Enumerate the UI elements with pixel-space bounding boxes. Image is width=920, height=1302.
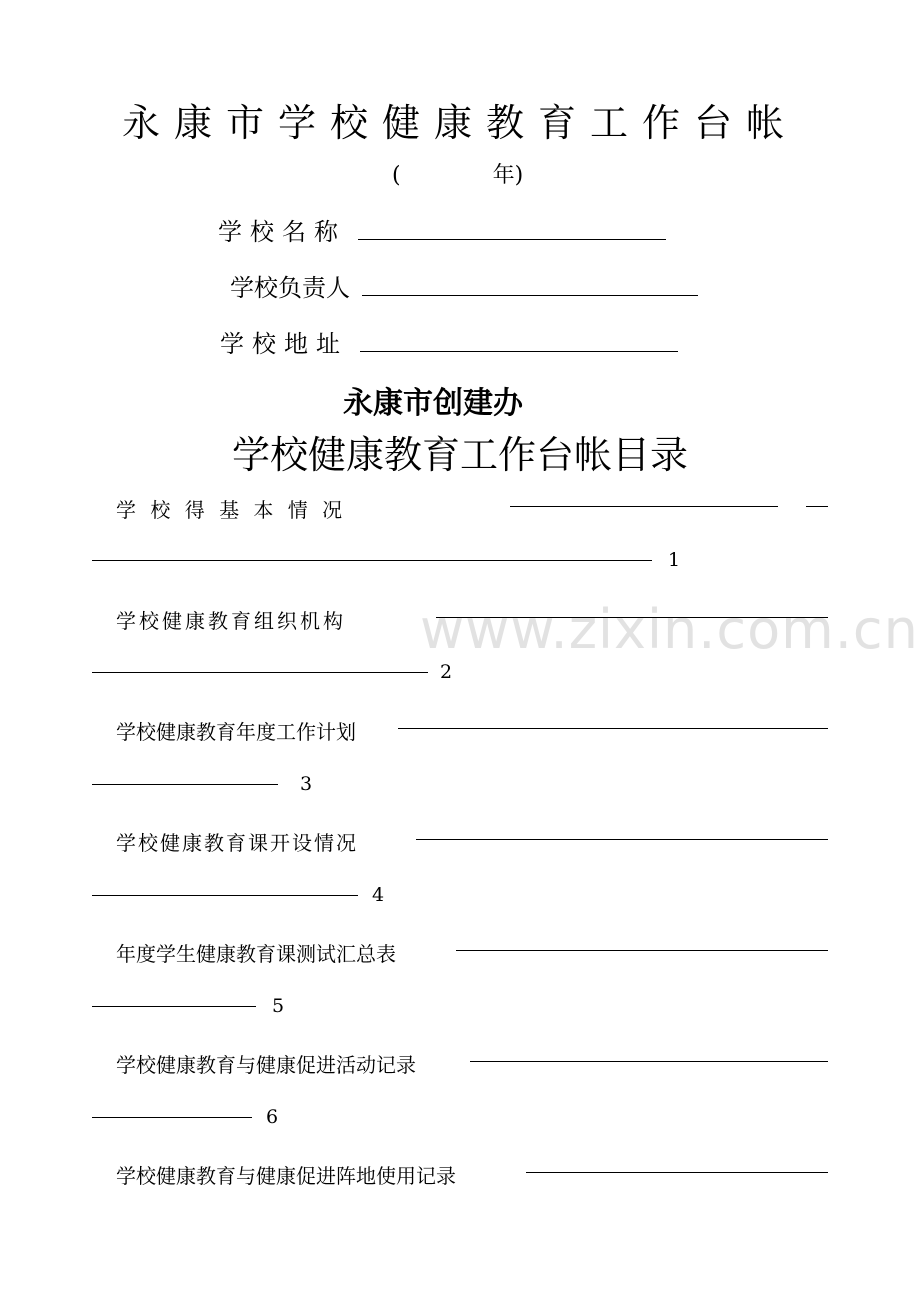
school-name-label: 学校名称 — [218, 218, 346, 246]
toc-leader — [92, 1006, 256, 1007]
toc-entry-label: 学校健康教育组织机构 — [116, 609, 346, 633]
toc-entry-label: 学校健康教育与健康促进活动记录 — [116, 1053, 416, 1077]
issuer: 永康市创建办 — [343, 386, 523, 421]
watermark: www.zixin.com.cn — [420, 598, 919, 661]
toc-entry-label: 学 校 得 基 本 情 况 — [116, 498, 347, 522]
school-head-label: 学校负责人 — [230, 274, 350, 302]
school-address-label: 学校地址 — [220, 330, 348, 358]
toc-leader — [92, 1117, 252, 1118]
toc-leader — [510, 506, 778, 507]
toc-page-number: 2 — [440, 661, 453, 683]
toc-leader — [806, 506, 828, 507]
toc-leader — [416, 839, 828, 840]
school-head-blank — [362, 291, 698, 296]
toc-title: 学校健康教育工作台帐目录 — [231, 433, 688, 477]
toc-page-number: 1 — [668, 549, 681, 571]
toc-entry-label: 学校健康教育与健康促进阵地使用记录 — [116, 1164, 456, 1188]
toc-entry-label: 学校健康教育年度工作计划 — [116, 720, 356, 744]
school-address-blank — [360, 347, 678, 352]
school-address-field — [220, 324, 678, 359]
year-open-paren: ( — [392, 163, 401, 188]
year-line — [392, 158, 523, 189]
school-name-field — [218, 212, 666, 247]
toc-leader — [526, 1172, 828, 1173]
school-name-blank — [358, 235, 666, 240]
toc-page-number: 3 — [300, 773, 313, 795]
document-title: 永康市学校健康教育工作台帐 — [121, 101, 798, 145]
toc-entry-label: 年度学生健康教育课测试汇总表 — [116, 942, 396, 966]
toc-page-number: 4 — [372, 884, 385, 906]
toc-page-number: 6 — [266, 1106, 279, 1128]
toc-leader — [436, 617, 828, 618]
toc-leader — [398, 728, 828, 729]
toc-leader — [470, 1061, 828, 1062]
toc-leader — [456, 950, 828, 951]
toc-page-number: 5 — [272, 995, 285, 1017]
school-head-field — [230, 268, 698, 303]
toc-leader — [92, 784, 278, 785]
toc-leader — [92, 560, 652, 561]
year-label: 年) — [492, 163, 524, 188]
toc-leader — [92, 895, 358, 896]
toc-entry-label: 学校健康教育课开设情况 — [116, 831, 358, 855]
toc-leader — [92, 672, 428, 673]
